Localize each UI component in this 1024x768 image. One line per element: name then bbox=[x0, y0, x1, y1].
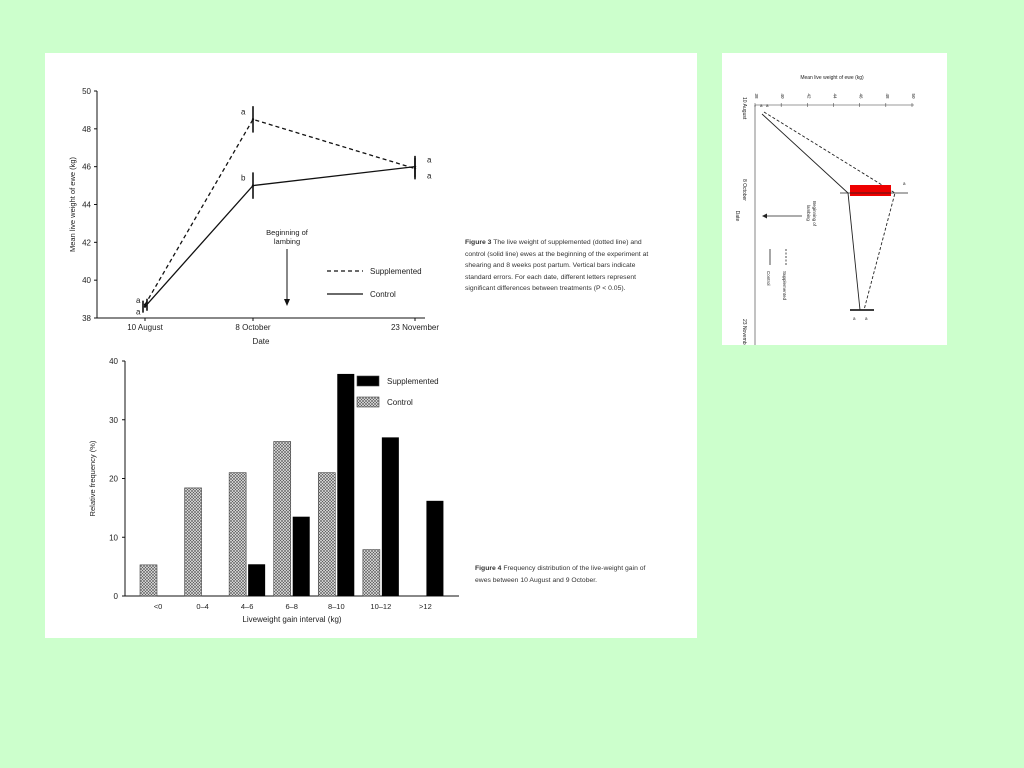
fig4-bar-control bbox=[363, 550, 380, 596]
fig3-y-tick-label: 42 bbox=[82, 238, 91, 248]
fig3-significance-letter: a bbox=[136, 307, 141, 317]
fig4-y-tick-label: 40 bbox=[109, 357, 118, 366]
fig3-y-tick-label: 40 bbox=[82, 276, 91, 286]
fig4-x-tick-label: 4–6 bbox=[240, 602, 254, 611]
fig3-significance-letter: a bbox=[427, 155, 432, 165]
fig4-bar-supplemented bbox=[248, 564, 265, 596]
fig3-significance-letter: b bbox=[241, 173, 246, 183]
rotated-weight-tick-label: 48 bbox=[884, 93, 890, 99]
fig4-legend-swatch-control bbox=[357, 397, 379, 407]
fig3-y-tick-label: 46 bbox=[82, 162, 91, 172]
fig3-x-tick-label: 10 August bbox=[127, 323, 163, 332]
rotated-letter: a bbox=[853, 316, 856, 321]
fig4-bar-supplemented bbox=[293, 517, 310, 596]
rotated-date-tick-label: 23 November bbox=[741, 319, 747, 345]
figure-4-label: Figure 4 bbox=[475, 565, 502, 572]
rotated-figure-panel bbox=[722, 53, 947, 345]
rotated-letter: a bbox=[865, 316, 868, 321]
fig4-y-tick-label: 0 bbox=[113, 592, 118, 601]
fig3-point-control bbox=[144, 305, 146, 307]
fig4-legend-swatch-supplemented bbox=[357, 376, 379, 386]
fig4-bar-control bbox=[229, 473, 246, 596]
fig3-annotation-line1: Beginning of bbox=[266, 228, 308, 237]
fig3-y-tick-label: 44 bbox=[82, 200, 91, 210]
fig3-series-line-supplemented bbox=[145, 119, 415, 304]
rotated-letter: a bbox=[766, 103, 769, 108]
fig3-legend-label-supplemented: Supplemented bbox=[370, 267, 422, 276]
fig3-x-tick-label: 23 November bbox=[390, 323, 440, 332]
rotated-weight-tick-label: 38 bbox=[754, 93, 759, 99]
figure-4-text: Frequency distribution of the live-weight gain of ewes between 10 August and 9 October. bbox=[475, 565, 646, 584]
fig3-annotation-arrowhead bbox=[284, 299, 290, 306]
rotated-date-axis-title: Date bbox=[734, 210, 740, 222]
fig4-bar-supplemented bbox=[382, 437, 399, 596]
fig3-significance-letter: a bbox=[136, 295, 141, 305]
fig3-significance-letter: a bbox=[241, 107, 246, 117]
rotated-legend-label-supplemented: Supplemented bbox=[782, 271, 787, 301]
fig3-annotation-line2: lambing bbox=[273, 237, 301, 246]
rotated-weight-tick-label: 44 bbox=[832, 93, 838, 99]
rotated-weight-tick-label: 40 bbox=[780, 93, 786, 99]
rotated-highlight-bar bbox=[850, 185, 891, 196]
rotated-legend-label-control: Control bbox=[766, 271, 771, 286]
fig4-legend-label-supplemented: Supplemented bbox=[387, 377, 439, 386]
fig4-bar-supplemented bbox=[426, 501, 443, 596]
fig4-legend-label-control: Control bbox=[387, 398, 413, 407]
rotated-letter: a bbox=[903, 181, 906, 186]
fig4-x-tick-label: <0 bbox=[153, 602, 163, 611]
figure-3-text: The live weight of supplemented (dotted line) and control (solid line) ewes at the beginning of the experiment at shearing and 8 weeks post partum. Vertical bars indicate standard errors. For each date, different letters represent significant differences between treatments (P < 0.05). bbox=[465, 239, 649, 292]
fig3-x-tick-label: 8 October bbox=[235, 323, 271, 332]
rotated-date-tick-label: 8 October bbox=[741, 179, 747, 201]
fig4-x-tick-label: 0–4 bbox=[196, 602, 209, 611]
fig3-y-tick-label: 48 bbox=[82, 124, 91, 134]
rotated-weight-axis-title: Mean live weight of ewe (kg) bbox=[800, 75, 864, 81]
rotated-chart-group bbox=[734, 75, 916, 345]
fig4-bar-control bbox=[140, 565, 157, 596]
fig3-y-axis-title: Mean live weight of ewe (kg) bbox=[68, 156, 77, 253]
main-figure-panel bbox=[45, 53, 697, 638]
fig4-y-tick-label: 30 bbox=[109, 415, 118, 425]
fig4-bar-supplemented bbox=[337, 374, 354, 596]
fig4-x-tick-label: 6–8 bbox=[285, 602, 298, 611]
fig3-x-axis-title: Date bbox=[252, 337, 270, 346]
fig4-y-tick-label: 10 bbox=[109, 533, 118, 543]
rotated-weight-tick-label: 50 bbox=[911, 93, 916, 99]
rotated-annotation-line1: Beginning of bbox=[812, 201, 817, 227]
figure-4-caption bbox=[475, 563, 655, 586]
fig4-x-tick-label: 8–10 bbox=[327, 602, 345, 611]
rotated-annotation-arrowhead bbox=[762, 214, 767, 219]
fig4-x-tick-label: 10–12 bbox=[370, 602, 392, 611]
fig3-legend-label-control: Control bbox=[370, 290, 396, 299]
fig4-bar-control bbox=[274, 441, 291, 596]
fig4-y-axis-title: Relative frequency (%) bbox=[88, 440, 97, 517]
fig4-bar-control bbox=[318, 473, 335, 596]
fig3-y-tick-label: 50 bbox=[82, 87, 91, 96]
fig4-bar-control bbox=[185, 488, 202, 596]
fig4-y-tick-label: 20 bbox=[109, 474, 118, 484]
fig3-significance-letter: a bbox=[427, 171, 432, 181]
rotated-figure-svg bbox=[722, 53, 947, 345]
rotated-annotation-line2: lambing bbox=[806, 205, 811, 221]
fig3-y-tick-label: 38 bbox=[82, 314, 91, 323]
rotated-letter: a bbox=[760, 103, 763, 108]
figure-3-caption bbox=[465, 237, 651, 295]
rotated-date-tick-label: 10 August bbox=[741, 97, 747, 120]
fig4-x-axis-title: Liveweight gain interval (kg) bbox=[242, 615, 342, 624]
figure-3-label: Figure 3 bbox=[465, 239, 492, 246]
fig4-x-tick-label: >12 bbox=[419, 602, 432, 611]
main-figure-svg bbox=[45, 53, 697, 638]
rotated-weight-tick-label: 46 bbox=[858, 93, 864, 99]
rotated-weight-tick-label: 42 bbox=[806, 93, 812, 99]
